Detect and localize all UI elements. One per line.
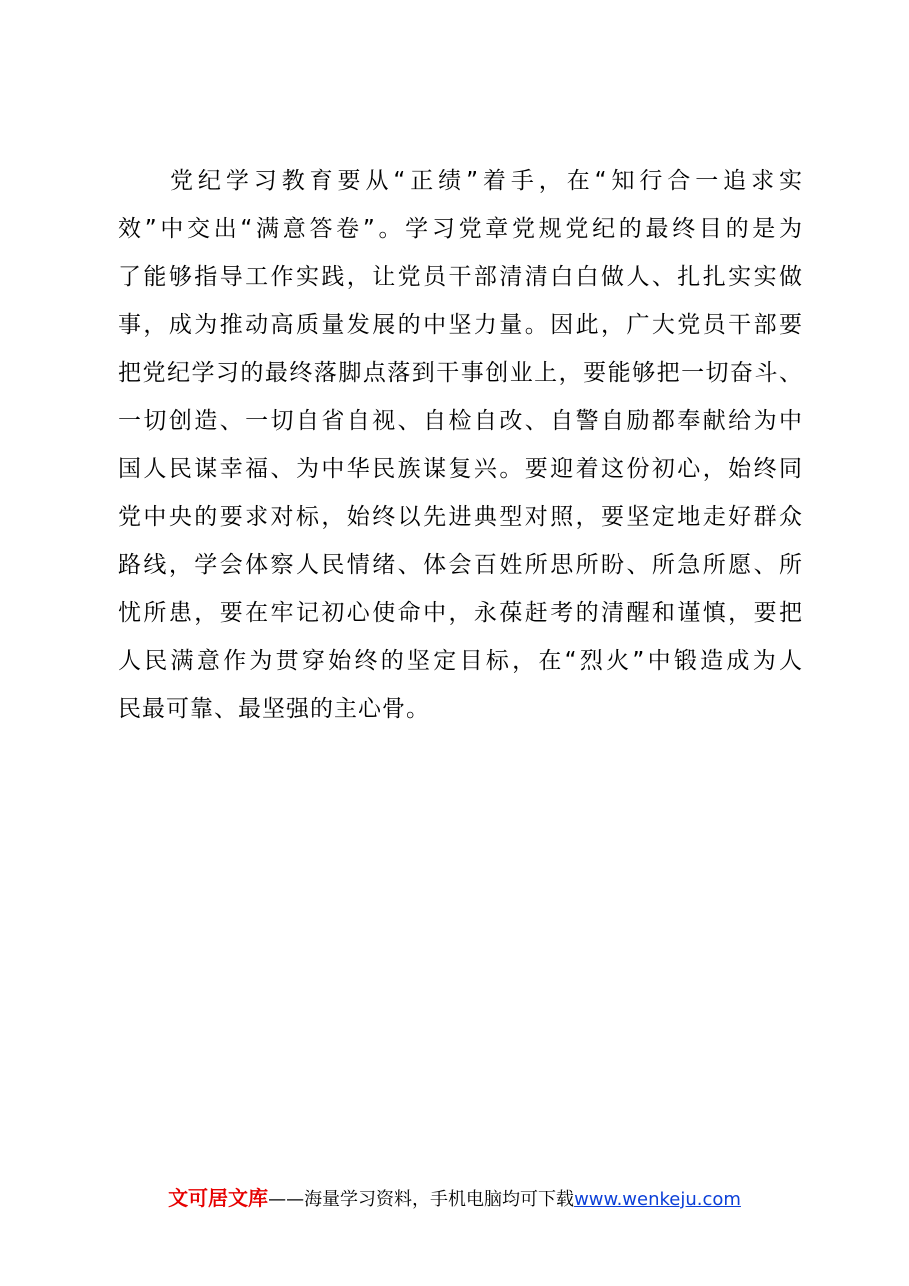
paragraph-line: 效”中交出“满意答卷”。学习党章党规党纪的最终目的是为: [118, 216, 803, 242]
paragraph-line: 国人民谋幸福、为中华民族谋复兴。要迎着这份初心，始终同: [118, 456, 803, 482]
paragraph-line: 民最可靠、最坚强的主心骨。: [118, 696, 430, 722]
paragraph-line: 党纪学习教育要从“正绩”着手，在“知行合一追求实: [170, 168, 803, 194]
footer-tagline: ——海量学习资料，手机电脑均可下载: [268, 1189, 575, 1210]
paragraph-line: 事，成为推动高质量发展的中坚力量。因此，广大党员干部要: [118, 312, 803, 338]
brand-name: 文可居文库: [168, 1186, 269, 1210]
paragraph-line: 路线，学会体察人民情绪、体会百姓所思所盼、所急所愿、所: [118, 552, 803, 578]
paragraph-line: 一切创造、一切自省自视、自检自改、自警自励都奉献给为中: [118, 408, 803, 434]
paragraph-line: 把党纪学习的最终落脚点落到干事创业上，要能够把一切奋斗、: [118, 360, 803, 386]
website-link[interactable]: www.wenkeju.com: [574, 1189, 741, 1210]
paragraph-line: 人民满意作为贯穿始终的坚定目标，在“烈火”中锻造成为人: [118, 648, 803, 674]
paragraph-line: 忧所患，要在牢记初心使命中，永葆赶考的清醒和谨慎，要把: [118, 600, 803, 626]
body-paragraph: [118, 157, 803, 733]
paragraph-line: 党中央的要求对标，始终以先进典型对照，要坚定地走好群众: [118, 504, 803, 530]
footer-banner: [0, 1182, 909, 1211]
paragraph-line: 了能够指导工作实践，让党员干部清清白白做人、扎扎实实做: [118, 264, 803, 290]
